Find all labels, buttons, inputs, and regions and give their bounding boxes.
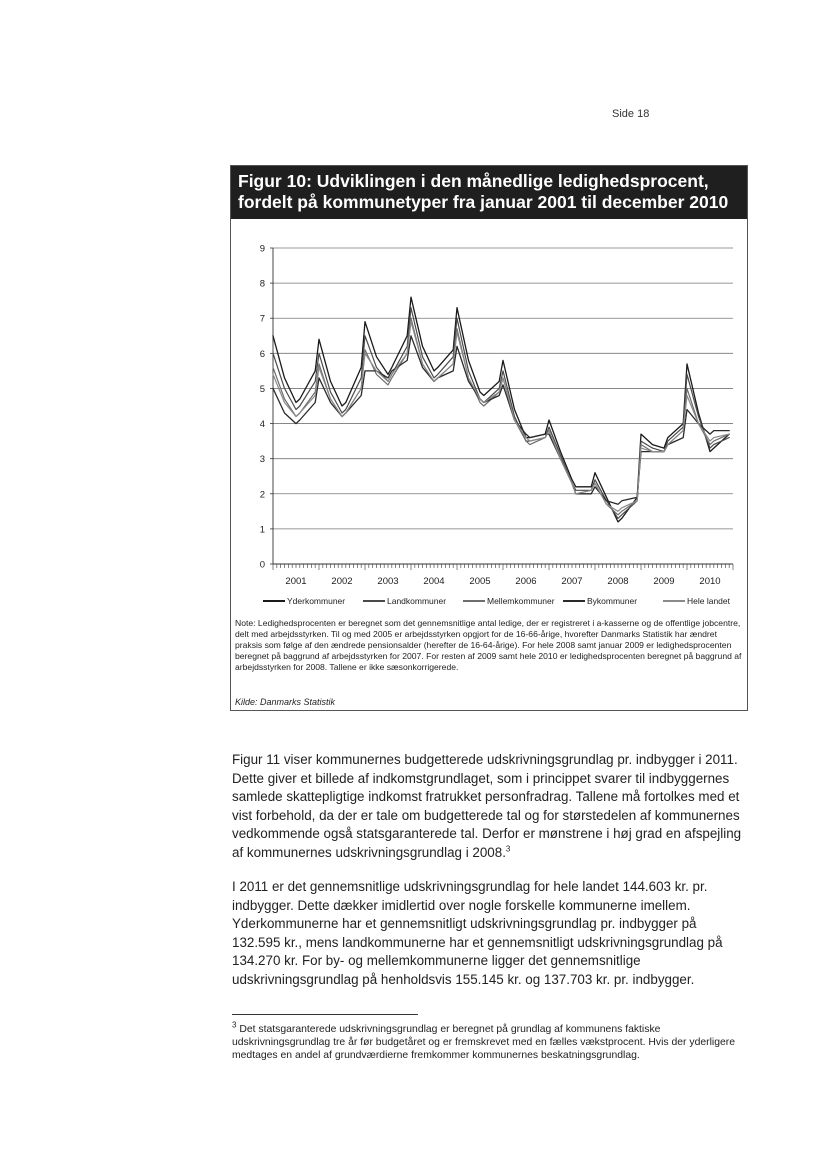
figure-source: Kilde: Danmarks Statistik <box>235 697 336 707</box>
series-line-landkommuner <box>273 308 729 519</box>
series-line-hele-landet <box>273 322 729 512</box>
footnote-marker: 3 <box>232 1020 237 1030</box>
figure-note: Note: Ledighedsprocenten er beregnet som det gennemsnitlige antal ledige, der er registreret i a-kasserne og de offentlige jobcentre, delt med arbejdsstyrken. Til og med 2005 er arbejdsstyrken opgjort for de 16-66-årige, hvorefter Danmarks Statistik har ændret praksis som følge af den ændrede pensionsalder (herefter de 16-64-årige). For hele 2008 samt januar 2009 er ledighedsprocenten beregnet på baggrund af arbejdsstyrken for 2007. For resten af 2009 samt hele 2010 er ledighedsprocenten beregnet på baggrund af arbejdsstyrken for 2008. Tallene er ikke sæsonkorrigerede. <box>235 618 742 672</box>
x-tick-label-2005: 2005 <box>469 576 491 587</box>
paragraph-1-text: Figur 11 viser kommunernes budgetterede udskrivningsgrundlag pr. indbygger i 2011. Dette giver et billede af indkomstgrundlaget, som i princippet svarer til indbyggernes samlede skattepligtige indkomst fratrukket personfradrag. Tallene må fortolkes med et vist forbehold, da der er tale om budgetterede tal og for størstedelen af kommunernes vedkommende også statsgaranterede tal. Derfor er mønstrene i høj grad en afspejling af kommunernes udskrivningsgrundlag i 2008. <box>232 752 742 860</box>
y-tick-label-9: 9 <box>259 243 265 255</box>
series-line-yderkommuner <box>273 297 729 522</box>
series-lines <box>273 297 729 522</box>
legend-label-yderkommuner: Yderkommuner <box>287 596 346 606</box>
paragraph-2: I 2011 er det gennemsnitlige udskrivningsgrundlag for hele landet 144.603 kr. pr. indbygger. Dette dækker imidlertid over nogle forskelle kommunerne imellem. Yderkommunerne har et gennemsnitligt udskrivningsgrundlag pr. indbygger på 132.595 kr., mens landkommunerne har et gennemsnitligt udskrivningsgrundlag på 134.270 kr. For by- og mellemkommunerne ligger det gennemsnitlige udskrivningsgrundlag på henholdsvis 155.145 kr. og 137.703 kr. pr. indbygger. <box>232 879 723 987</box>
y-tick-label-5: 5 <box>259 383 265 395</box>
footnote-text: Det statsgaranterede udskrivningsgrundlag er beregnet på grundlag af kommunens faktiske udskrivningsgrundlag tre år før budgetåret og er fremskrevet med en fælles vækstprocent. Hvis der yderligere medtages en andel af grundværdierne fremkommer kommunernes beskatningsgrundlag. <box>232 1024 736 1061</box>
x-tick-label-2001: 2001 <box>285 576 307 587</box>
figure-box <box>230 165 748 711</box>
legend <box>263 596 731 606</box>
x-tick-label-2008: 2008 <box>607 576 629 587</box>
legend-label-bykommuner: Bykommuner <box>587 596 638 606</box>
figure-title: Figur 10: Udviklingen i den månedlige ledighedsprocent, fordelt på kommunetyper fra januar 2001 til december 2010 <box>231 166 747 219</box>
axes <box>260 244 733 588</box>
footnote-reference[interactable]: 3 <box>505 844 511 854</box>
y-tick-label-1: 1 <box>259 524 265 536</box>
x-tick-label-2003: 2003 <box>377 576 399 587</box>
footnote <box>232 1020 744 1062</box>
x-tick-label-2009: 2009 <box>653 576 675 587</box>
x-tick-label-2002: 2002 <box>331 576 353 587</box>
x-tick-label-2007: 2007 <box>561 576 583 587</box>
y-tick-label-8: 8 <box>259 278 265 290</box>
x-tick-label-2010: 2010 <box>699 576 721 587</box>
y-tick-label-4: 4 <box>259 419 265 431</box>
y-tick-label-3: 3 <box>259 454 265 466</box>
page-number: Side 18 <box>612 108 650 120</box>
footnote-divider <box>232 1014 418 1015</box>
y-tick-label-7: 7 <box>259 313 265 325</box>
y-tick-label-2: 2 <box>259 489 265 501</box>
y-tick-label-6: 6 <box>259 348 265 360</box>
legend-label-mellemkommuner: Mellemkommuner <box>487 596 555 606</box>
x-tick-label-2004: 2004 <box>423 576 445 587</box>
paragraph-1 <box>232 751 746 862</box>
line-chart <box>231 226 747 618</box>
legend-label-hele-landet: Hele landet <box>687 596 731 606</box>
legend-label-landkommuner: Landkommuner <box>387 596 447 606</box>
y-tick-label-0: 0 <box>259 559 265 571</box>
grid-lines <box>273 248 733 529</box>
x-tick-label-2006: 2006 <box>515 576 537 587</box>
series-line-bykommuner <box>273 336 729 505</box>
